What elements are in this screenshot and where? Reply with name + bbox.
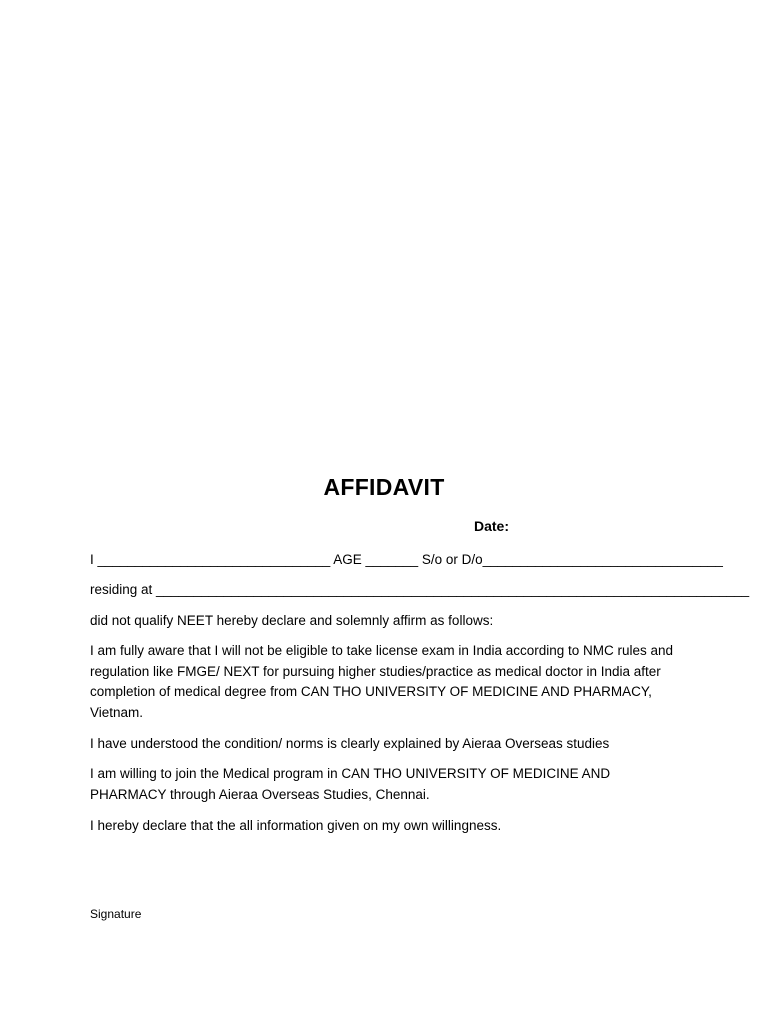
declaration-line: did not qualify NEET hereby declare and solemnly affirm as follows: (90, 613, 494, 628)
residence-line: residing at _______________________________________________________________________________ (90, 582, 750, 597)
final-declaration-paragraph: I hereby declare that the all information given on my own willingness. (90, 818, 502, 833)
signature-label: Signature (90, 907, 142, 921)
document-title: AFFIDAVIT (323, 474, 445, 500)
understood-paragraph: I have understood the condition/ norms is clearly explained by Aieraa Overseas studies (90, 736, 610, 751)
date-label: Date: (474, 518, 510, 534)
willing-paragraph: I am willing to join the Medical program in CAN THO UNIVERSITY OF MEDICINE AND PHARMACY through Aieraa Overseas Studies, Chennai. (90, 766, 611, 802)
identity-line: I _______________________________ AGE _______ S/o or D/o________________________________ (90, 552, 723, 567)
awareness-paragraph: I am fully aware that I will not be eligible to take license exam in India according to NMC rules and regulation like FMGE/ NEXT for pursuing higher studies/practice as medical doctor in India after completion of medical degree from CAN THO UNIVERSITY OF MEDICINE AND PHARMACY, Vietnam. (90, 643, 674, 720)
